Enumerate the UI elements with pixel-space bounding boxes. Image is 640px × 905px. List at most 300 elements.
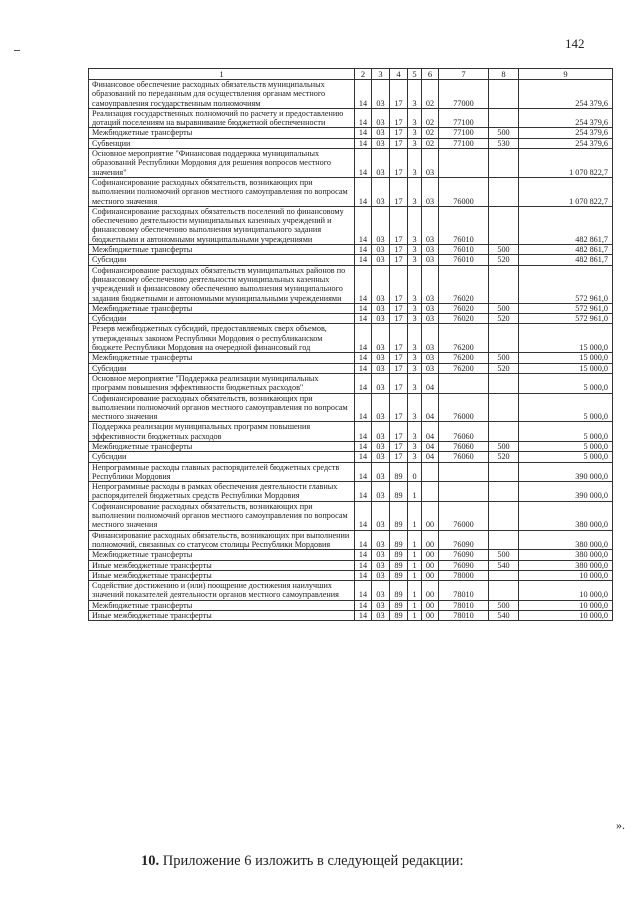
table-row [89, 303, 613, 313]
subprogram-code-cell: 03 [422, 353, 439, 363]
subprogram-code-cell: 04 [422, 422, 439, 442]
program-code-cell: 1 [408, 581, 422, 601]
target-code-cell: 78000 [439, 570, 489, 580]
table-row [89, 482, 613, 502]
expense-type-code-cell: 500 [489, 353, 519, 363]
target-code-cell: 77000 [439, 80, 489, 109]
expense-name-cell: Межбюджетные трансферты [89, 353, 355, 363]
expense-type-code-cell [489, 581, 519, 601]
subsection-code-cell: 89 [390, 611, 408, 621]
ministry-code-cell: 14 [355, 177, 372, 206]
ministry-code-cell: 14 [355, 206, 372, 244]
ministry-code-cell: 14 [355, 138, 372, 148]
target-code-cell [439, 149, 489, 178]
expense-type-code-cell [489, 570, 519, 580]
table-row [89, 108, 613, 128]
amendment-number: 10. [141, 853, 160, 869]
subprogram-code-cell: 00 [422, 600, 439, 610]
program-code-cell: 3 [408, 255, 422, 265]
subsection-code-cell: 17 [390, 324, 408, 353]
subprogram-code-cell: 00 [422, 530, 439, 550]
expense-name-cell: Резерв межбюджетных субсидий, предоставляемых сверх объемов, утвержденных законом Республики Мордовия о республиканском бюджете Республики Мордовия на очередной финансовый год [89, 324, 355, 353]
subsection-code-cell: 17 [390, 177, 408, 206]
amount-cell: 572 961,0 [519, 265, 613, 303]
expense-type-code-cell [489, 501, 519, 530]
ministry-code-cell: 14 [355, 482, 372, 502]
program-code-cell: 3 [408, 206, 422, 244]
expense-type-code-cell [489, 206, 519, 244]
target-code-cell: 78010 [439, 600, 489, 610]
table-row [89, 570, 613, 580]
expense-type-code-cell: 500 [489, 128, 519, 138]
expense-name-cell: Софинансирование расходных обязательств, возникающих при выполнении полномочий органов местного самоуправления по вопросам местного значения [89, 177, 355, 206]
subprogram-code-cell: 02 [422, 80, 439, 109]
table-row [89, 353, 613, 363]
section-code-cell: 03 [372, 581, 390, 601]
target-code-cell: 76060 [439, 422, 489, 442]
ministry-code-cell: 14 [355, 255, 372, 265]
subsection-code-cell: 17 [390, 149, 408, 178]
table-row [89, 422, 613, 442]
amount-cell: 254 379,6 [519, 80, 613, 109]
program-code-cell: 3 [408, 138, 422, 148]
section-code-cell: 03 [372, 393, 390, 422]
ministry-code-cell: 14 [355, 324, 372, 353]
amount-cell: 10 000,0 [519, 581, 613, 601]
ministry-code-cell: 14 [355, 452, 372, 462]
expense-name-cell: Основное мероприятие "Финансовая поддержка муниципальных образований Республики Мордовия для решения вопросов местного значения" [89, 149, 355, 178]
section-code-cell: 03 [372, 501, 390, 530]
expense-name-cell: Непрограммные расходы в рамках обеспечения деятельности главных распорядителей бюджетных средств Республики Мордовия [89, 482, 355, 502]
column-header-3: 3 [372, 69, 390, 80]
amount-cell: 5 000,0 [519, 373, 613, 393]
program-code-cell: 1 [408, 570, 422, 580]
table-row [89, 441, 613, 451]
table-row [89, 393, 613, 422]
subsection-code-cell: 89 [390, 550, 408, 560]
table-row [89, 314, 613, 324]
section-code-cell: 03 [372, 245, 390, 255]
program-code-cell: 3 [408, 363, 422, 373]
expense-name-cell: Субсидии [89, 452, 355, 462]
section-code-cell: 03 [372, 314, 390, 324]
ministry-code-cell: 14 [355, 363, 372, 373]
subsection-code-cell: 17 [390, 80, 408, 109]
ministry-code-cell: 14 [355, 128, 372, 138]
subprogram-code-cell: 02 [422, 138, 439, 148]
table-row [89, 363, 613, 373]
amount-cell: 15 000,0 [519, 363, 613, 373]
subprogram-code-cell: 00 [422, 570, 439, 580]
target-code-cell: 76020 [439, 314, 489, 324]
table-row [89, 245, 613, 255]
ministry-code-cell: 14 [355, 353, 372, 363]
expense-type-code-cell [489, 422, 519, 442]
expense-type-code-cell: 530 [489, 138, 519, 148]
subsection-code-cell: 89 [390, 482, 408, 502]
expense-type-code-cell [489, 373, 519, 393]
program-code-cell: 3 [408, 324, 422, 353]
expense-name-cell: Непрограммные расходы главных распорядителей бюджетных средств Республики Мордовия [89, 462, 355, 482]
subsection-code-cell: 17 [390, 393, 408, 422]
section-code-cell: 03 [372, 570, 390, 580]
subprogram-code-cell [422, 462, 439, 482]
column-header-6: 6 [422, 69, 439, 80]
amount-cell: 390 000,0 [519, 482, 613, 502]
column-header-2: 2 [355, 69, 372, 80]
column-header-7: 7 [439, 69, 489, 80]
section-code-cell: 03 [372, 128, 390, 138]
amount-cell: 482 861,7 [519, 206, 613, 244]
program-code-cell: 3 [408, 245, 422, 255]
program-code-cell: 1 [408, 611, 422, 621]
margin-dash [14, 50, 20, 51]
amount-cell: 380 000,0 [519, 550, 613, 560]
subsection-code-cell: 89 [390, 530, 408, 550]
amount-cell: 10 000,0 [519, 600, 613, 610]
expense-type-code-cell [489, 149, 519, 178]
section-code-cell: 03 [372, 108, 390, 128]
subsection-code-cell: 89 [390, 462, 408, 482]
ministry-code-cell: 14 [355, 462, 372, 482]
ministry-code-cell: 14 [355, 441, 372, 451]
ministry-code-cell: 14 [355, 149, 372, 178]
table-row [89, 501, 613, 530]
program-code-cell: 3 [408, 149, 422, 178]
amount-cell: 5 000,0 [519, 452, 613, 462]
ministry-code-cell: 14 [355, 560, 372, 570]
section-code-cell: 03 [372, 138, 390, 148]
amount-cell: 15 000,0 [519, 324, 613, 353]
subsection-code-cell: 17 [390, 363, 408, 373]
expense-name-cell: Субвенции [89, 138, 355, 148]
table-row [89, 265, 613, 303]
expense-type-code-cell: 500 [489, 550, 519, 560]
section-code-cell: 03 [372, 600, 390, 610]
target-code-cell: 76090 [439, 560, 489, 570]
expense-name-cell: Межбюджетные трансферты [89, 303, 355, 313]
section-code-cell: 03 [372, 206, 390, 244]
program-code-cell: 3 [408, 108, 422, 128]
ministry-code-cell: 14 [355, 373, 372, 393]
table-row [89, 600, 613, 610]
ministry-code-cell: 14 [355, 530, 372, 550]
column-header-9: 9 [519, 69, 613, 80]
target-code-cell: 76010 [439, 245, 489, 255]
amount-cell: 482 861,7 [519, 255, 613, 265]
target-code-cell: 76200 [439, 353, 489, 363]
program-code-cell: 1 [408, 550, 422, 560]
ministry-code-cell: 14 [355, 80, 372, 109]
expense-name-cell: Субсидии [89, 314, 355, 324]
target-code-cell: 77100 [439, 108, 489, 128]
subsection-code-cell: 17 [390, 265, 408, 303]
column-header-4: 4 [390, 69, 408, 80]
expense-name-cell: Субсидии [89, 255, 355, 265]
expense-type-code-cell: 520 [489, 452, 519, 462]
amount-cell: 380 000,0 [519, 501, 613, 530]
amount-cell: 5 000,0 [519, 441, 613, 451]
amendment-text: Приложение 6 изложить в следующей редакции: [162, 853, 464, 869]
subprogram-code-cell: 03 [422, 303, 439, 313]
expense-type-code-cell: 500 [489, 303, 519, 313]
expense-name-cell: Иные межбюджетные трансферты [89, 570, 355, 580]
subprogram-code-cell: 03 [422, 149, 439, 178]
target-code-cell: 76200 [439, 324, 489, 353]
expense-type-code-cell [489, 108, 519, 128]
ministry-code-cell: 14 [355, 600, 372, 610]
subsection-code-cell: 17 [390, 255, 408, 265]
subsection-code-cell: 17 [390, 303, 408, 313]
table-row [89, 560, 613, 570]
table-row [89, 373, 613, 393]
ministry-code-cell: 14 [355, 570, 372, 580]
target-code-cell: 78010 [439, 611, 489, 621]
expense-name-cell: Межбюджетные трансферты [89, 128, 355, 138]
expense-name-cell: Межбюджетные трансферты [89, 550, 355, 560]
subsection-code-cell: 17 [390, 452, 408, 462]
section-code-cell: 03 [372, 482, 390, 502]
subsection-code-cell: 17 [390, 245, 408, 255]
subprogram-code-cell: 00 [422, 501, 439, 530]
subprogram-code-cell: 04 [422, 452, 439, 462]
target-code-cell: 77100 [439, 128, 489, 138]
expense-type-code-cell [489, 530, 519, 550]
program-code-cell: 1 [408, 501, 422, 530]
program-code-cell: 1 [408, 530, 422, 550]
expense-name-cell: Поддержка реализации муниципальных программ повышения эффективности бюджетных расходов [89, 422, 355, 442]
table-row [89, 80, 613, 109]
column-header-8: 8 [489, 69, 519, 80]
ministry-code-cell: 14 [355, 303, 372, 313]
subsection-code-cell: 17 [390, 138, 408, 148]
subprogram-code-cell: 03 [422, 324, 439, 353]
table-row [89, 530, 613, 550]
table-row [89, 462, 613, 482]
amount-cell: 380 000,0 [519, 560, 613, 570]
table-row [89, 581, 613, 601]
subsection-code-cell: 17 [390, 206, 408, 244]
subprogram-code-cell: 04 [422, 373, 439, 393]
amount-cell: 572 961,0 [519, 314, 613, 324]
ministry-code-cell: 14 [355, 501, 372, 530]
target-code-cell: 76090 [439, 550, 489, 560]
amount-cell: 254 379,6 [519, 138, 613, 148]
column-header-5: 5 [408, 69, 422, 80]
program-code-cell: 3 [408, 452, 422, 462]
subsection-code-cell: 89 [390, 501, 408, 530]
column-header-1: 1 [89, 69, 355, 80]
expense-type-code-cell [489, 482, 519, 502]
expense-type-code-cell: 540 [489, 611, 519, 621]
program-code-cell: 3 [408, 314, 422, 324]
amount-cell: 572 961,0 [519, 303, 613, 313]
target-code-cell: 76020 [439, 303, 489, 313]
program-code-cell: 3 [408, 422, 422, 442]
section-code-cell: 03 [372, 80, 390, 109]
program-code-cell: 3 [408, 353, 422, 363]
target-code-cell: 76060 [439, 452, 489, 462]
ministry-code-cell: 14 [355, 265, 372, 303]
expense-type-code-cell: 540 [489, 560, 519, 570]
closing-quote: ». [616, 818, 625, 832]
table-header [89, 69, 613, 80]
amount-cell: 5 000,0 [519, 422, 613, 442]
table-row [89, 128, 613, 138]
subsection-code-cell: 17 [390, 353, 408, 363]
expense-name-cell: Реализация государственных полномочий по расчету и предоставлению дотаций поселениям на выравнивание бюджетной обеспеченности [89, 108, 355, 128]
target-code-cell: 78010 [439, 581, 489, 601]
table-row [89, 177, 613, 206]
target-code-cell: 76000 [439, 177, 489, 206]
expense-type-code-cell: 500 [489, 600, 519, 610]
table-body [89, 80, 613, 621]
target-code-cell [439, 482, 489, 502]
subprogram-code-cell: 00 [422, 550, 439, 560]
target-code-cell: 76060 [439, 441, 489, 451]
target-code-cell: 76010 [439, 255, 489, 265]
header-row [89, 69, 613, 80]
section-code-cell: 03 [372, 363, 390, 373]
section-code-cell: 03 [372, 149, 390, 178]
section-code-cell: 03 [372, 303, 390, 313]
subsection-code-cell: 89 [390, 570, 408, 580]
subprogram-code-cell: 03 [422, 265, 439, 303]
subprogram-code-cell: 04 [422, 441, 439, 451]
ministry-code-cell: 14 [355, 314, 372, 324]
expense-type-code-cell: 520 [489, 314, 519, 324]
expense-name-cell: Межбюджетные трансферты [89, 600, 355, 610]
program-code-cell: 3 [408, 393, 422, 422]
page-number: 142 [565, 36, 585, 51]
expense-type-code-cell [489, 324, 519, 353]
subprogram-code-cell: 03 [422, 255, 439, 265]
expense-name-cell: Межбюджетные трансферты [89, 441, 355, 451]
section-code-cell: 03 [372, 265, 390, 303]
target-code-cell [439, 373, 489, 393]
subprogram-code-cell: 03 [422, 363, 439, 373]
expense-name-cell: Иные межбюджетные трансферты [89, 560, 355, 570]
table-row [89, 324, 613, 353]
program-code-cell: 0 [408, 462, 422, 482]
amount-cell: 390 000,0 [519, 462, 613, 482]
section-code-cell: 03 [372, 255, 390, 265]
amount-cell: 380 000,0 [519, 530, 613, 550]
subsection-code-cell: 17 [390, 373, 408, 393]
amount-cell: 15 000,0 [519, 353, 613, 363]
expense-type-code-cell: 520 [489, 363, 519, 373]
table-row [89, 550, 613, 560]
budget-table [88, 68, 613, 621]
program-code-cell: 3 [408, 441, 422, 451]
table-row [89, 255, 613, 265]
expense-name-cell: Софинансирование расходных обязательств, возникающих при выполнении полномочий органов местного самоуправления по вопросам местного значения [89, 393, 355, 422]
expense-name-cell: Субсидии [89, 363, 355, 373]
expense-name-cell: Иные межбюджетные трансферты [89, 611, 355, 621]
subprogram-code-cell: 03 [422, 206, 439, 244]
subsection-code-cell: 17 [390, 422, 408, 442]
subsection-code-cell: 17 [390, 128, 408, 138]
expense-name-cell: Финансирование расходных обязательств, возникающих при выполнении полномочий, связанных со статусом столицы Республики Мордовия [89, 530, 355, 550]
amount-cell: 254 379,6 [519, 128, 613, 138]
table-row [89, 611, 613, 621]
subsection-code-cell: 89 [390, 581, 408, 601]
section-code-cell: 03 [372, 452, 390, 462]
target-code-cell: 76000 [439, 501, 489, 530]
table-row [89, 206, 613, 244]
table-row [89, 138, 613, 148]
section-code-cell: 03 [372, 462, 390, 482]
section-code-cell: 03 [372, 324, 390, 353]
expense-type-code-cell: 500 [489, 441, 519, 451]
subsection-code-cell: 17 [390, 441, 408, 451]
expense-name-cell: Софинансирование расходных обязательств, возникающих при выполнении полномочий органов местного самоуправления по вопросам местного значения [89, 501, 355, 530]
subsection-code-cell: 89 [390, 600, 408, 610]
subprogram-code-cell: 02 [422, 108, 439, 128]
expense-type-code-cell: 500 [489, 245, 519, 255]
expense-name-cell: Основное мероприятие "Поддержка реализации муниципальных программ повышения эффективности бюджетных расходов" [89, 373, 355, 393]
subprogram-code-cell: 03 [422, 245, 439, 255]
expense-type-code-cell [489, 393, 519, 422]
ministry-code-cell: 14 [355, 550, 372, 560]
section-code-cell: 03 [372, 422, 390, 442]
subprogram-code-cell [422, 482, 439, 502]
program-code-cell: 3 [408, 128, 422, 138]
section-code-cell: 03 [372, 611, 390, 621]
section-code-cell: 03 [372, 441, 390, 451]
ministry-code-cell: 14 [355, 422, 372, 442]
program-code-cell: 1 [408, 600, 422, 610]
subsection-code-cell: 89 [390, 560, 408, 570]
target-code-cell: 77100 [439, 138, 489, 148]
ministry-code-cell: 14 [355, 245, 372, 255]
subsection-code-cell: 17 [390, 108, 408, 128]
amount-cell: 10 000,0 [519, 570, 613, 580]
expense-type-code-cell: 520 [489, 255, 519, 265]
section-code-cell: 03 [372, 530, 390, 550]
program-code-cell: 3 [408, 303, 422, 313]
subprogram-code-cell: 02 [422, 128, 439, 138]
subprogram-code-cell: 03 [422, 177, 439, 206]
subprogram-code-cell: 03 [422, 314, 439, 324]
amount-cell: 1 070 822,7 [519, 177, 613, 206]
target-code-cell: 76200 [439, 363, 489, 373]
program-code-cell: 3 [408, 177, 422, 206]
expense-type-code-cell [489, 80, 519, 109]
section-code-cell: 03 [372, 353, 390, 363]
section-code-cell: 03 [372, 560, 390, 570]
section-code-cell: 03 [372, 373, 390, 393]
expense-name-cell: Софинансирование расходных обязательств поселений по финансовому обеспечению деятельности муниципальных казенных учреждений и финансовому обеспечению выполнения муниципального задания бюджетными и автономными муниципальными учреждениями [89, 206, 355, 244]
expense-type-code-cell [489, 462, 519, 482]
ministry-code-cell: 14 [355, 393, 372, 422]
expense-name-cell: Содействие достижению и (или) поощрение достижения наилучших значений показателей деятельности органов местного самоуправления [89, 581, 355, 601]
amount-cell: 254 379,6 [519, 108, 613, 128]
subprogram-code-cell: 04 [422, 393, 439, 422]
expense-name-cell: Софинансирование расходных обязательств муниципальных районов по финансовому обеспечению деятельности муниципальных казенных учреждений и финансовому обеспечению выполнения муниципального задания бюджетными и автономными муниципальными учреждениями [89, 265, 355, 303]
subprogram-code-cell: 00 [422, 560, 439, 570]
expense-type-code-cell [489, 177, 519, 206]
program-code-cell: 1 [408, 482, 422, 502]
amount-cell: 482 861,7 [519, 245, 613, 255]
amount-cell: 10 000,0 [519, 611, 613, 621]
table-row [89, 149, 613, 178]
section-code-cell: 03 [372, 177, 390, 206]
ministry-code-cell: 14 [355, 581, 372, 601]
target-code-cell: 76000 [439, 393, 489, 422]
target-code-cell: 76020 [439, 265, 489, 303]
amount-cell: 1 070 822,7 [519, 149, 613, 178]
